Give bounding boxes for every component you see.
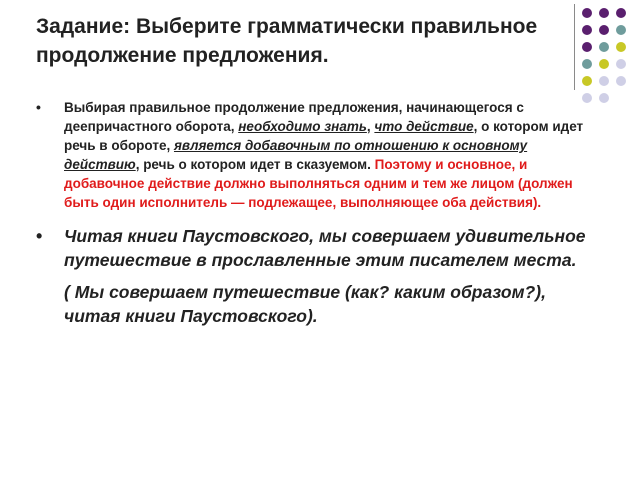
rule-text: Выбирая правильное продолжение предложения, начинающегося с деепричастного оборота, — [64, 100, 524, 134]
decor-dot — [616, 59, 626, 69]
slide-content — [36, 98, 606, 328]
rule-conclusion: Поэтому и основное, и добавочное действие должно выполняться одним и тем же лицом (должен быть один исполнитель — подлежащее, выполняющее оба действия). — [64, 157, 573, 210]
bullet-icon: • — [36, 99, 41, 115]
decor-dot — [582, 59, 592, 69]
decor-dot — [616, 42, 626, 52]
example-paragraph — [36, 224, 606, 272]
rule-paragraph — [36, 98, 606, 212]
example-sentence: Читая книги Паустовского, мы совершаем удивительное путешествие в прославленные этим писателем места. — [64, 226, 586, 270]
rule-emphasis: что действие — [374, 119, 474, 134]
decor-dot — [582, 25, 592, 35]
decor-dot — [582, 42, 592, 52]
slide-title: Задание: Выберите грамматически правильное продолжение предложения. — [36, 15, 538, 67]
example-correction: ( Мы совершаем путешествие (как? каким образом?), читая книги Паустовского). — [64, 282, 546, 326]
rule-emphasis: является добавочным по отношению к основному действию — [64, 138, 528, 172]
decor-dot — [599, 25, 609, 35]
bullet-icon: • — [36, 226, 43, 246]
decor-dot — [616, 76, 626, 86]
decor-dot — [616, 25, 626, 35]
decor-dot — [599, 76, 609, 86]
decor-dot — [582, 76, 592, 86]
decorative-dots — [0, 0, 640, 110]
rule-emphasis: необходимо знать — [238, 119, 367, 134]
decor-dot — [599, 42, 609, 52]
decor-dot — [616, 8, 626, 18]
decor-dot — [582, 8, 592, 18]
decor-dot — [599, 8, 609, 18]
rule-text: , — [366, 119, 375, 134]
decor-dot — [599, 59, 609, 69]
rule-text: , речь о котором идет в сказуемом. — [135, 157, 375, 172]
rule-text: , о котором идет речь в обороте, — [64, 119, 584, 153]
